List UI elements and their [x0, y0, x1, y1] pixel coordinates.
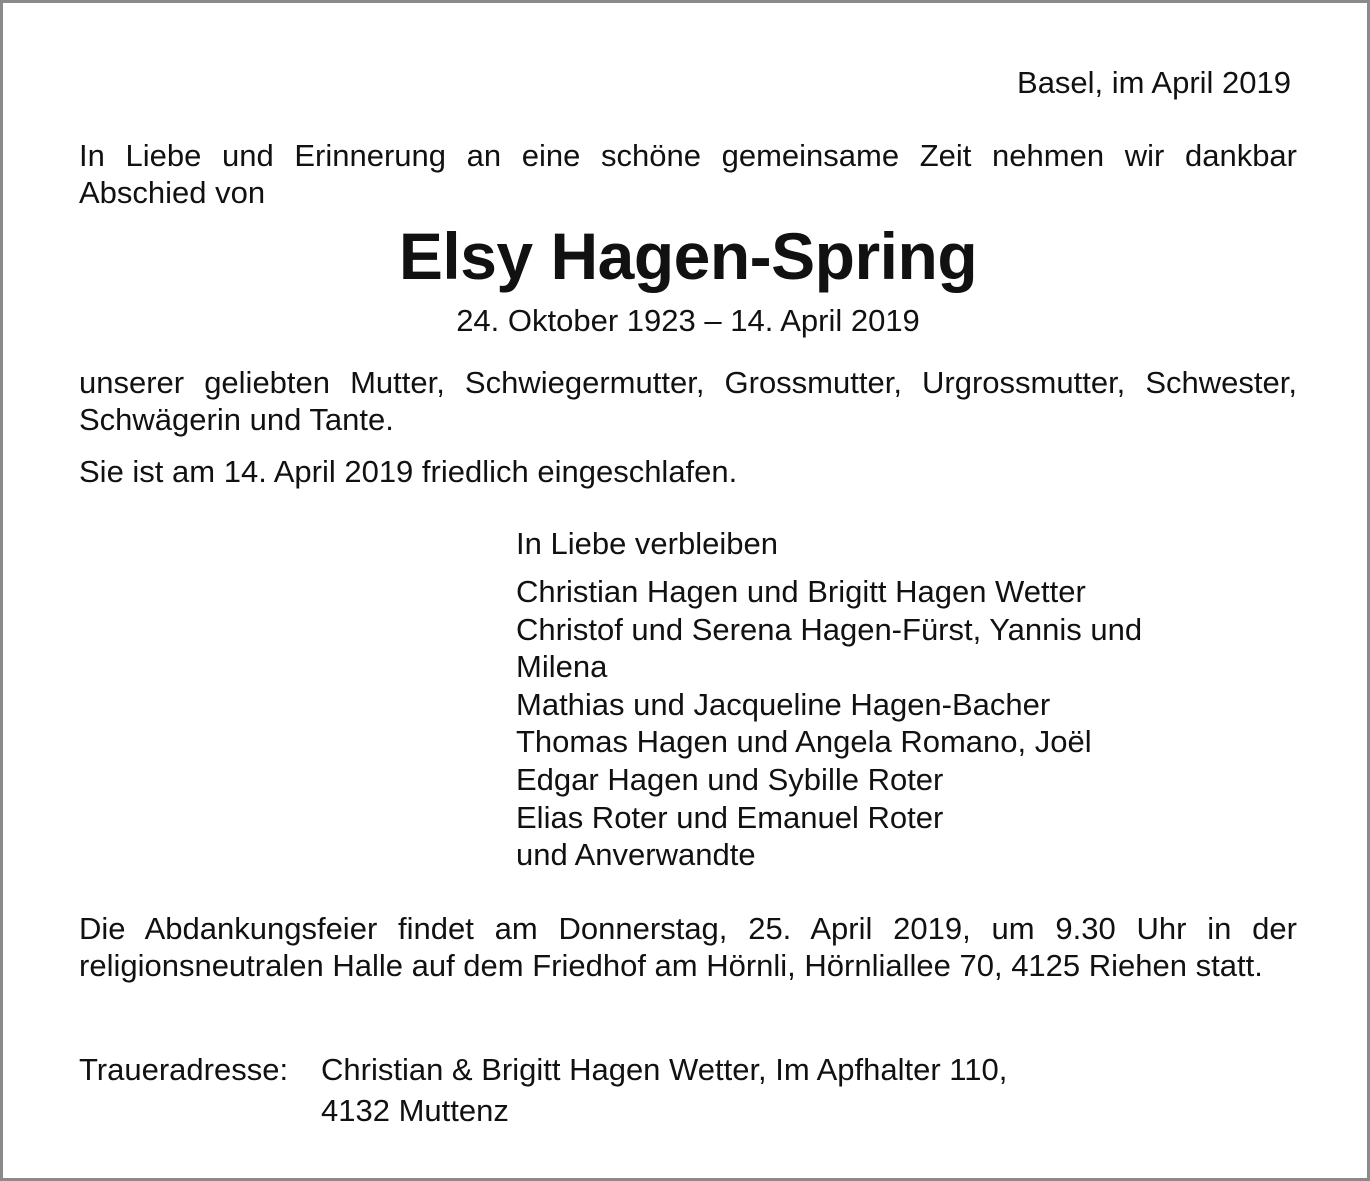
- farewell-text: In Liebe verbleiben: [516, 526, 778, 561]
- service-text: Die Abdankungsfeier findet am Donnerstag, 25. April 2019, um 9.30 Uhr in der religionsneutralen Halle auf dem Friedhof am Hörnli, Hörnliallee 70, 4125 Riehen statt.: [79, 911, 1297, 983]
- mourner-line: Christof und Serena Hagen-Fürst, Yannis und: [516, 611, 1143, 647]
- deceased-name: Elsy Hagen-Spring: [398, 219, 978, 293]
- passing-text: Sie ist am 14. April 2019 friedlich eingeschlafen.: [79, 454, 738, 489]
- relations-text: unserer geliebten Mutter, Schwiegermutter, Grossmutter, Urgrossmutter, Schwester, Schwägerin und Tante.: [79, 365, 1297, 437]
- mourner-line: und Anverwandte: [516, 837, 756, 873]
- mourner-line: Elias Roter und Emanuel Roter: [516, 799, 944, 835]
- mourner-line: Thomas Hagen und Angela Romano, Joël: [516, 724, 1092, 760]
- mourner-line: Milena: [516, 649, 608, 685]
- mourner-line: Mathias und Jacqueline Hagen-Bacher: [516, 686, 1051, 722]
- address-label: Traueradresse:: [79, 1052, 289, 1087]
- mourners-list: [516, 573, 1296, 874]
- life-dates: 24. Oktober 1923 – 14. April 2019: [456, 303, 920, 338]
- address-line-1: Christian & Brigitt Hagen Wetter, Im Apfhalter 110,: [321, 1052, 1008, 1087]
- place-date: Basel, im April 2019: [1017, 65, 1291, 100]
- intro-text: In Liebe und Erinnerung an eine schöne gemeinsame Zeit nehmen wir dankbar Abschied von: [79, 138, 1297, 210]
- mourner-line: Edgar Hagen und Sybille Roter: [516, 761, 944, 797]
- mourner-line: Christian Hagen und Brigitt Hagen Wetter: [516, 574, 1086, 609]
- address-line-2: 4132 Muttenz: [321, 1093, 509, 1128]
